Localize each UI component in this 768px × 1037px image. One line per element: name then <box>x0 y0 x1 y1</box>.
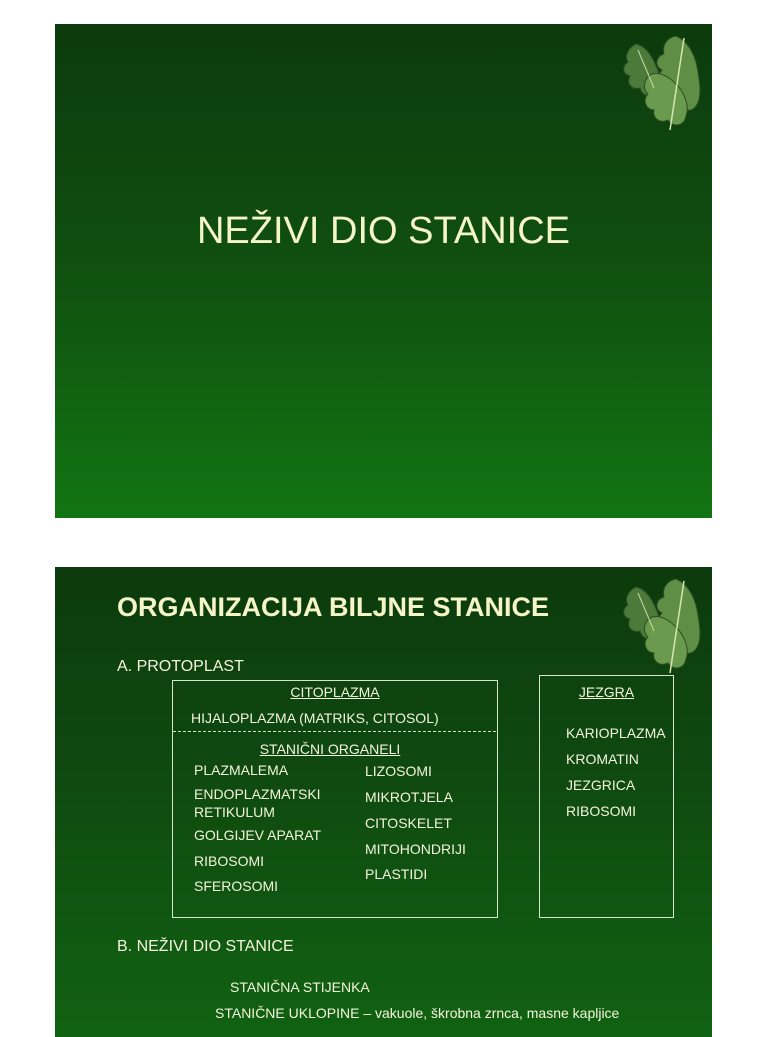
slide-2 <box>55 567 712 1037</box>
list-item: JEZGRICA <box>566 777 636 793</box>
list-item: CITOSKELET <box>365 815 452 831</box>
list-item: RIBOSOMI <box>194 853 265 869</box>
list-item: LIZOSOMI <box>365 763 432 779</box>
uklopine-label: STANIČNE UKLOPINE – vakuole, škrobna zrnca, masne kapljice <box>215 1005 620 1021</box>
slide-title: ORGANIZACIJA BILJNE STANICE <box>117 592 550 622</box>
hijaloplazma-label: HIJALOPLAZMA (MATRIKS, CITOSOL) <box>191 710 439 726</box>
list-item: MIKROTJELA <box>365 789 453 805</box>
list-item: ENDOPLAZMATSKI <box>194 786 321 802</box>
list-item: KROMATIN <box>566 751 639 767</box>
list-item: PLAZMALEMA <box>194 762 289 778</box>
dashed-divider <box>173 731 496 732</box>
slide-1 <box>55 24 712 518</box>
jezgra-box <box>539 675 674 918</box>
stijenka-label: STANIČNA STIJENKA <box>230 979 370 995</box>
list-item: SFEROSOMI <box>194 878 279 894</box>
oak-leaf-icon <box>618 30 708 134</box>
list-item: KARIOPLAZMA <box>566 725 666 741</box>
section-a-heading: A. PROTOPLAST <box>117 658 244 675</box>
list-item: MITOHONDRIJI <box>365 841 466 857</box>
list-item: RETIKULUM <box>194 804 275 820</box>
list-item: RIBOSOMI <box>566 803 637 819</box>
citoplazma-heading: CITOPLAZMA <box>290 684 380 700</box>
list-item: GOLGIJEV APARAT <box>194 827 322 843</box>
list-item: PLASTIDI <box>365 866 428 882</box>
jezgra-heading: JEZGRA <box>578 684 635 700</box>
section-b-heading: B. NEŽIVI DIO STANICE <box>117 938 294 955</box>
organeli-heading: STANIČNI ORGANELI <box>259 741 401 757</box>
oak-leaf-icon <box>618 573 708 677</box>
slide-title: NEŽIVI DIO STANICE <box>196 210 570 252</box>
